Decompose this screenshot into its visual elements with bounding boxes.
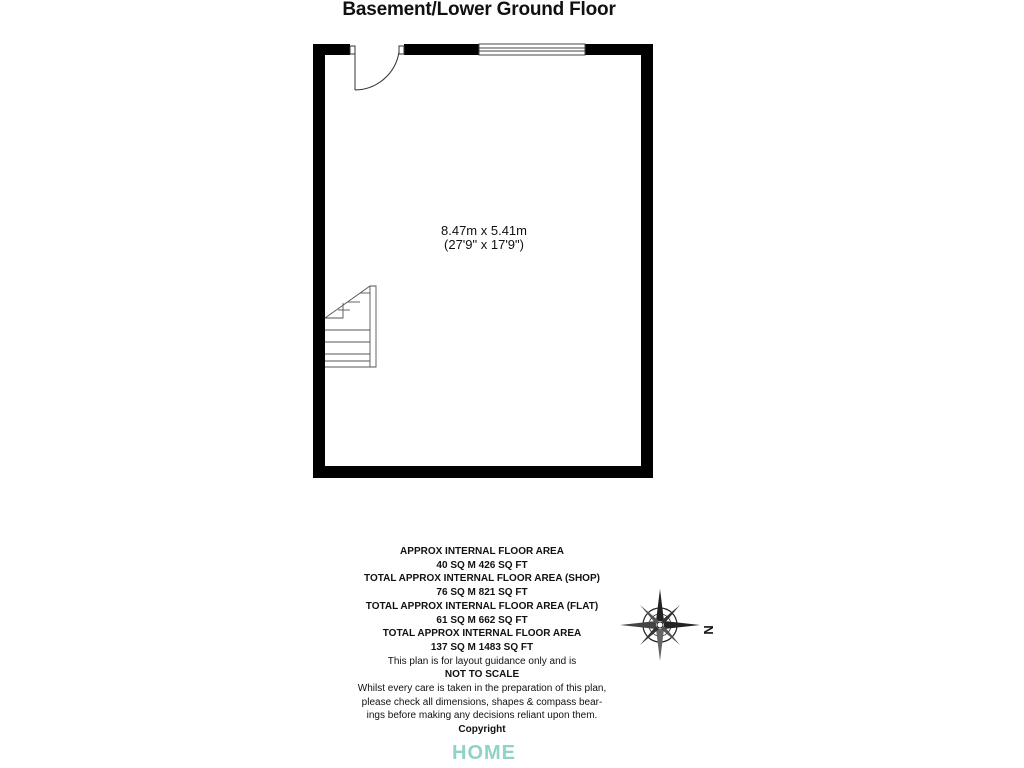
not-to-scale: NOT TO SCALE [444, 669, 520, 681]
staircase [325, 286, 376, 367]
walls [313, 44, 653, 478]
window [479, 44, 585, 55]
compass-direction-label: N [701, 625, 716, 635]
wall-top-middle [404, 44, 479, 55]
wall-bottom [313, 466, 653, 478]
floor-title: Basement/Lower Ground Floor [342, 0, 616, 20]
wall-top-left [313, 44, 350, 55]
disclaimer-line: please check all dimensions, shapes & compass bear- [361, 696, 603, 708]
area-shop-value: 76 SQ M 821 SQ FT [436, 587, 528, 599]
room-dimensions-imperial: (27'9" x 17'9") [444, 237, 524, 252]
wall-left [313, 44, 325, 478]
copyright: Copyright [458, 724, 506, 736]
area-total-value: 137 SQ M 1483 SQ FT [430, 641, 534, 653]
room-dimensions [384, 224, 584, 252]
disclaimer-line: Whilst every care is taken in the preparation of this plan, [357, 683, 607, 695]
area-flat-heading: TOTAL APPROX INTERNAL FLOOR AREA (FLAT) [365, 600, 599, 612]
wall-top-right [585, 44, 653, 55]
disclaimer-line: ings before making any decisions reliant upon them. [366, 710, 598, 722]
home-logo: HOME [452, 742, 516, 764]
area-total-heading: TOTAL APPROX INTERNAL FLOOR AREA [382, 628, 582, 640]
area-shop-heading: TOTAL APPROX INTERNAL FLOOR AREA (SHOP) [364, 573, 600, 585]
disclaimer-line: This plan is for layout guidance only and is [387, 655, 577, 667]
area-flat-value: 61 SQ M 662 SQ FT [436, 614, 528, 626]
area-heading: APPROX INTERNAL FLOOR AREA [400, 546, 564, 557]
door [350, 46, 404, 90]
wall-right [641, 44, 653, 478]
room-dimensions-metric: 8.47m x 5.41m [441, 223, 527, 238]
area-value: 40 SQ M 426 SQ FT [436, 559, 528, 571]
compass-rose-icon [618, 585, 718, 665]
floor-area-info [332, 545, 632, 737]
